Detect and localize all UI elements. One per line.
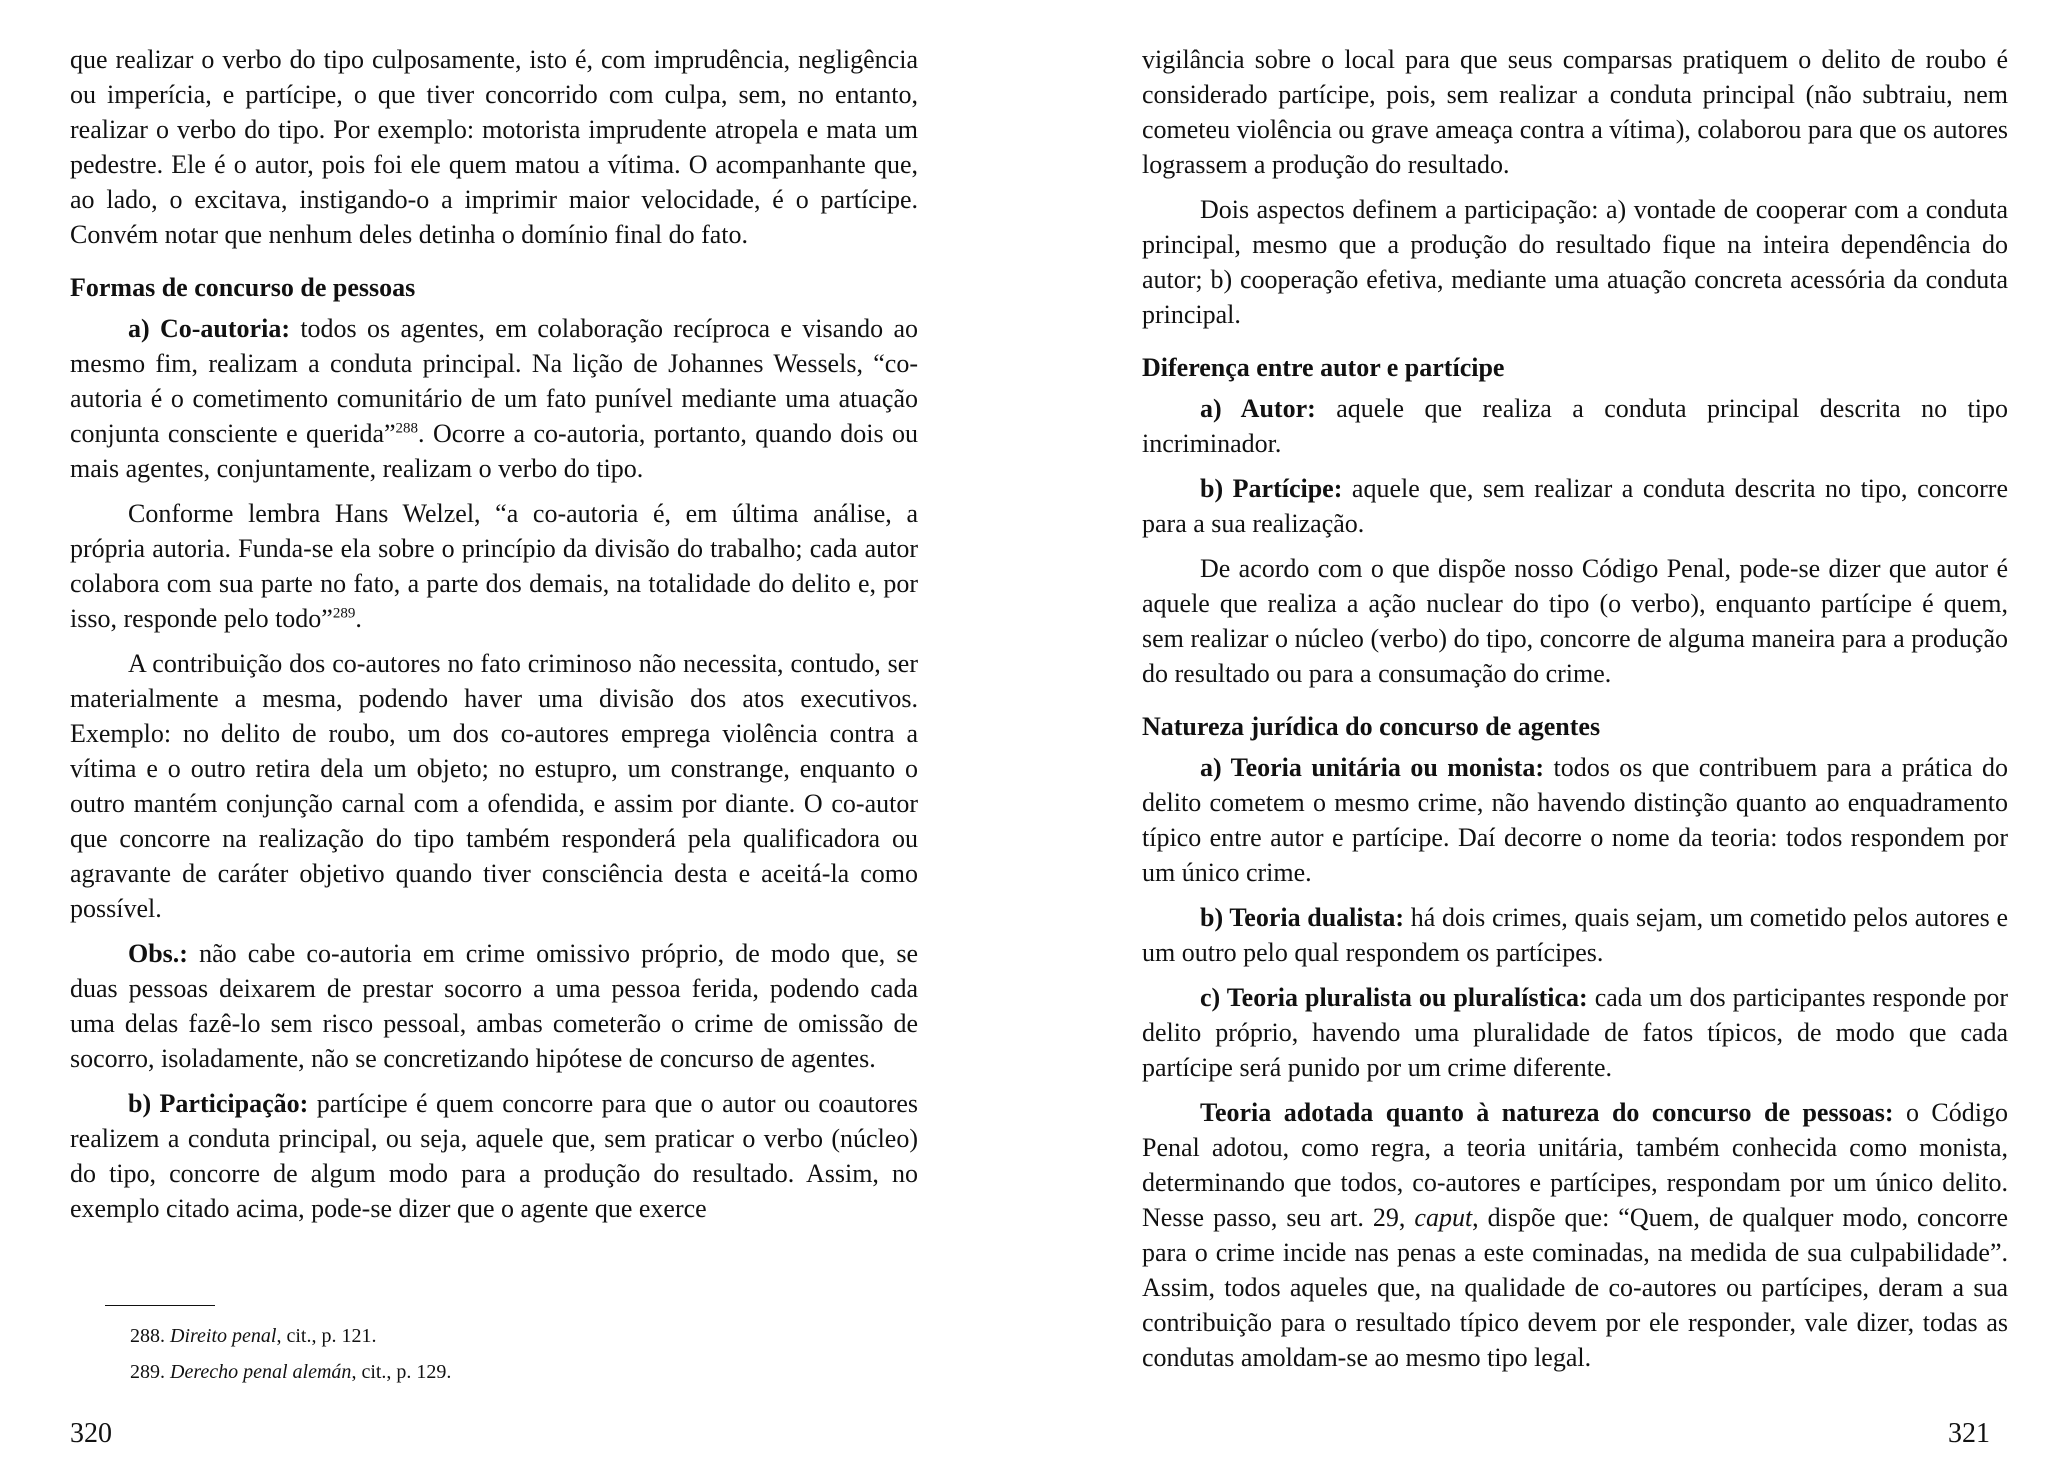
- page-number-left: 320: [70, 1418, 112, 1449]
- paragraph-participacao: [70, 1086, 918, 1226]
- heading-natureza: Natureza jurídica do concurso de agentes: [1142, 712, 1601, 741]
- welzel-tail: .: [355, 604, 362, 633]
- footnote-289: [130, 1354, 451, 1390]
- caput-italic: caput: [1414, 1203, 1473, 1232]
- footnote-ref-288: 288: [395, 420, 419, 437]
- adotada-text: o Código Penal adotou, como regra, a teoria unitária, também conhecida como monista, determinando que todos, co-autores e partícipes, respondam por um único delito. Nesse passo, seu art. 29,: [1142, 1098, 2008, 1232]
- footnote-title: Derecho penal alemán: [170, 1361, 352, 1383]
- right-page: [1024, 0, 2048, 1472]
- left-text-column: [70, 42, 918, 1236]
- paragraph-coautoria: [70, 311, 918, 486]
- paragraph-vigilancia: vigilância sobre o local para que seus comparsas pratiquem o delito de roubo é considerado partícipe, pois, sem realizar a conduta principal (não subtraiu, nem cometeu violência ou grave ameaça contra a vítima), colaborou para que os autores lograssem a produção do resultado.: [1142, 45, 2008, 179]
- paragraph-obs: [70, 936, 918, 1076]
- footnote-288: [130, 1318, 451, 1354]
- paragraph-teoria-dualista: [1142, 900, 2008, 970]
- paragraph-contribuicao: A contribuição dos co-autores no fato criminoso não necessita, contudo, ser materialmente a mesma, podendo haver uma divisão dos atos executivos. Exemplo: no delito de roubo, um dos co-autores emprega violência contra a vítima e o outro retira dela um objeto; no estupro, um constrange, enquanto o outro mantém conjunção carnal com a ofendida, e assim por diante. O co-autor que concorre na realização do tipo também responderá pela qualificadora ou agravante de caráter objetivo quando tiver consciência desta e aceitá-la como possível.: [70, 649, 918, 923]
- heading-formas-concurso: Formas de concurso de pessoas: [70, 273, 416, 302]
- footnote-ref-289: 289: [332, 605, 356, 622]
- coautoria-text: todos os agentes, em colaboração recíproca e visando ao mesmo fim, realizam a conduta principal. Na lição de Johannes Wessels, “co-autoria é o cometimento comunitário de um fato punível mediante uma atuação conjunta consciente e querida”: [70, 314, 918, 448]
- paragraph-teoria-pluralista: [1142, 980, 2008, 1085]
- coautoria-tail: . Ocorre a co-autoria, portanto, quando dois ou mais agentes, conjuntamente, realizam o verbo do tipo.: [70, 419, 919, 483]
- paragraph-teoria-adotada: [1142, 1095, 2008, 1375]
- participacao-text: partícipe é quem concorre para que o autor ou coautores realizem a conduta principal, ou seja, aquele que, sem praticar o verbo (núcleo) do tipo, concorre de algum modo para a produção do resultado. Assim, no exemplo citado acima, pode-se dizer que o agente que exerce: [70, 1089, 918, 1223]
- paragraph-culposo: que realizar o verbo do tipo culposamente, isto é, com imprudência, negligência ou imperícia, e partícipe, o que tiver concorrido com culpa, sem, no entanto, realizar o verbo do tipo. Por exemplo: motorista imprudente atropela e mata um pedestre. Ele é o autor, pois foi ele quem matou a vítima. O acompanhante que, ao lado, o excitava, instigando-o a imprimir maior velocidade, é o partícipe. Convém notar que nenhum deles detinha o domínio final do fato.: [70, 45, 918, 249]
- footnote-divider: [105, 1305, 215, 1306]
- dualista-label: b) Teoria dualista:: [1200, 903, 1405, 932]
- obs-text: não cabe co-autoria em crime omissivo próprio, de modo que, se duas pessoas deixarem de prestar socorro a uma pessoa ferida, podendo cada uma delas fazê-lo sem risco pessoal, ambas cometerão o crime de omissão de socorro, isoladamente, não se concretizando hipótese de concurso de agentes.: [70, 939, 918, 1073]
- adotada-label: Teoria adotada quanto à natureza do concurso de pessoas:: [1200, 1098, 1894, 1127]
- footnote-title: Direito penal: [170, 1325, 277, 1347]
- heading-diferenca: Diferença entre autor e partícipe: [1142, 353, 1505, 382]
- footnote-citation: , cit., p. 129.: [351, 1361, 452, 1383]
- paragraph-codigo-penal: De acordo com o que dispõe nosso Código Penal, pode-se dizer que autor é aquele que realiza a ação nuclear do tipo (o verbo), enquanto partícipe é quem, sem realizar o núcleo (verbo) do tipo, concorre de alguma maneira para a produção do resultado ou para a consumação do crime.: [1142, 554, 2008, 688]
- coautoria-label: a) Co-autoria:: [128, 314, 290, 343]
- right-text-column: [1142, 42, 2008, 1385]
- obs-label: Obs.:: [128, 939, 188, 968]
- autor-label: a) Autor:: [1200, 394, 1316, 423]
- footnote-number: 288.: [130, 1325, 170, 1347]
- paragraph-participe: [1142, 471, 2008, 541]
- adotada-text-continued: , dispõe que: “Quem, de qualquer modo, concorre para o crime incide nas penas a este cominadas, na medida de sua culpabilidade”. Assim, todos aqueles que, na qualidade de co-autores ou partícipes, deram a sua contribuição para o resultado típico devem por ele responder, vale dizer, todas as condutas amoldam-se ao mesmo tipo legal.: [1142, 1203, 2008, 1372]
- welzel-text: Conforme lembra Hans Welzel, “a co-autoria é, em última análise, a própria autoria. Funda-se ela sobre o princípio da divisão do trabalho; cada autor colabora com sua parte no fato, a parte dos demais, na totalidade do delito e, por isso, responde pelo todo”: [70, 499, 918, 633]
- unitaria-text: todos os que contribuem para a prática do delito cometem o mesmo crime, não havendo distinção quanto ao enquadramento típico entre autor e partícipe. Daí decorre o nome da teoria: todos respondem por um único crime.: [1142, 753, 2008, 887]
- participacao-label: b) Participação:: [128, 1089, 309, 1118]
- page-number-right: 321: [1948, 1418, 1990, 1449]
- paragraph-dois-aspectos: Dois aspectos definem a participação: a) vontade de cooperar com a conduta principal, mesmo que a produção do resultado fique na inteira dependência do autor; b) cooperação efetiva, mediante uma atuação concreta acessória da conduta principal.: [1142, 195, 2008, 329]
- paragraph-welzel: [70, 496, 918, 636]
- pluralista-text: cada um dos participantes responde por delito próprio, havendo uma pluralidade de fatos típicos, de modo que cada partícipe será punido por um crime diferente.: [1142, 983, 2008, 1082]
- paragraph-teoria-unitaria: [1142, 750, 2008, 890]
- footnotes: [130, 1318, 451, 1390]
- unitaria-label: a) Teoria unitária ou monista:: [1200, 753, 1545, 782]
- footnote-number: 289.: [130, 1361, 170, 1383]
- footnote-citation: , cit., p. 121.: [276, 1325, 377, 1347]
- paragraph-autor: [1142, 391, 2008, 461]
- dualista-text: há dois crimes, quais sejam, um cometido pelos autores e um outro pelo qual respondem os partícipes.: [1142, 903, 2008, 967]
- pluralista-label: c) Teoria pluralista ou pluralística:: [1200, 983, 1588, 1012]
- autor-text: aquele que realiza a conduta principal descrita no tipo incriminador.: [1142, 394, 2008, 458]
- participe-label: b) Partícipe:: [1200, 474, 1343, 503]
- participe-text: aquele que, sem realizar a conduta descrita no tipo, concorre para a sua realização.: [1142, 474, 2009, 538]
